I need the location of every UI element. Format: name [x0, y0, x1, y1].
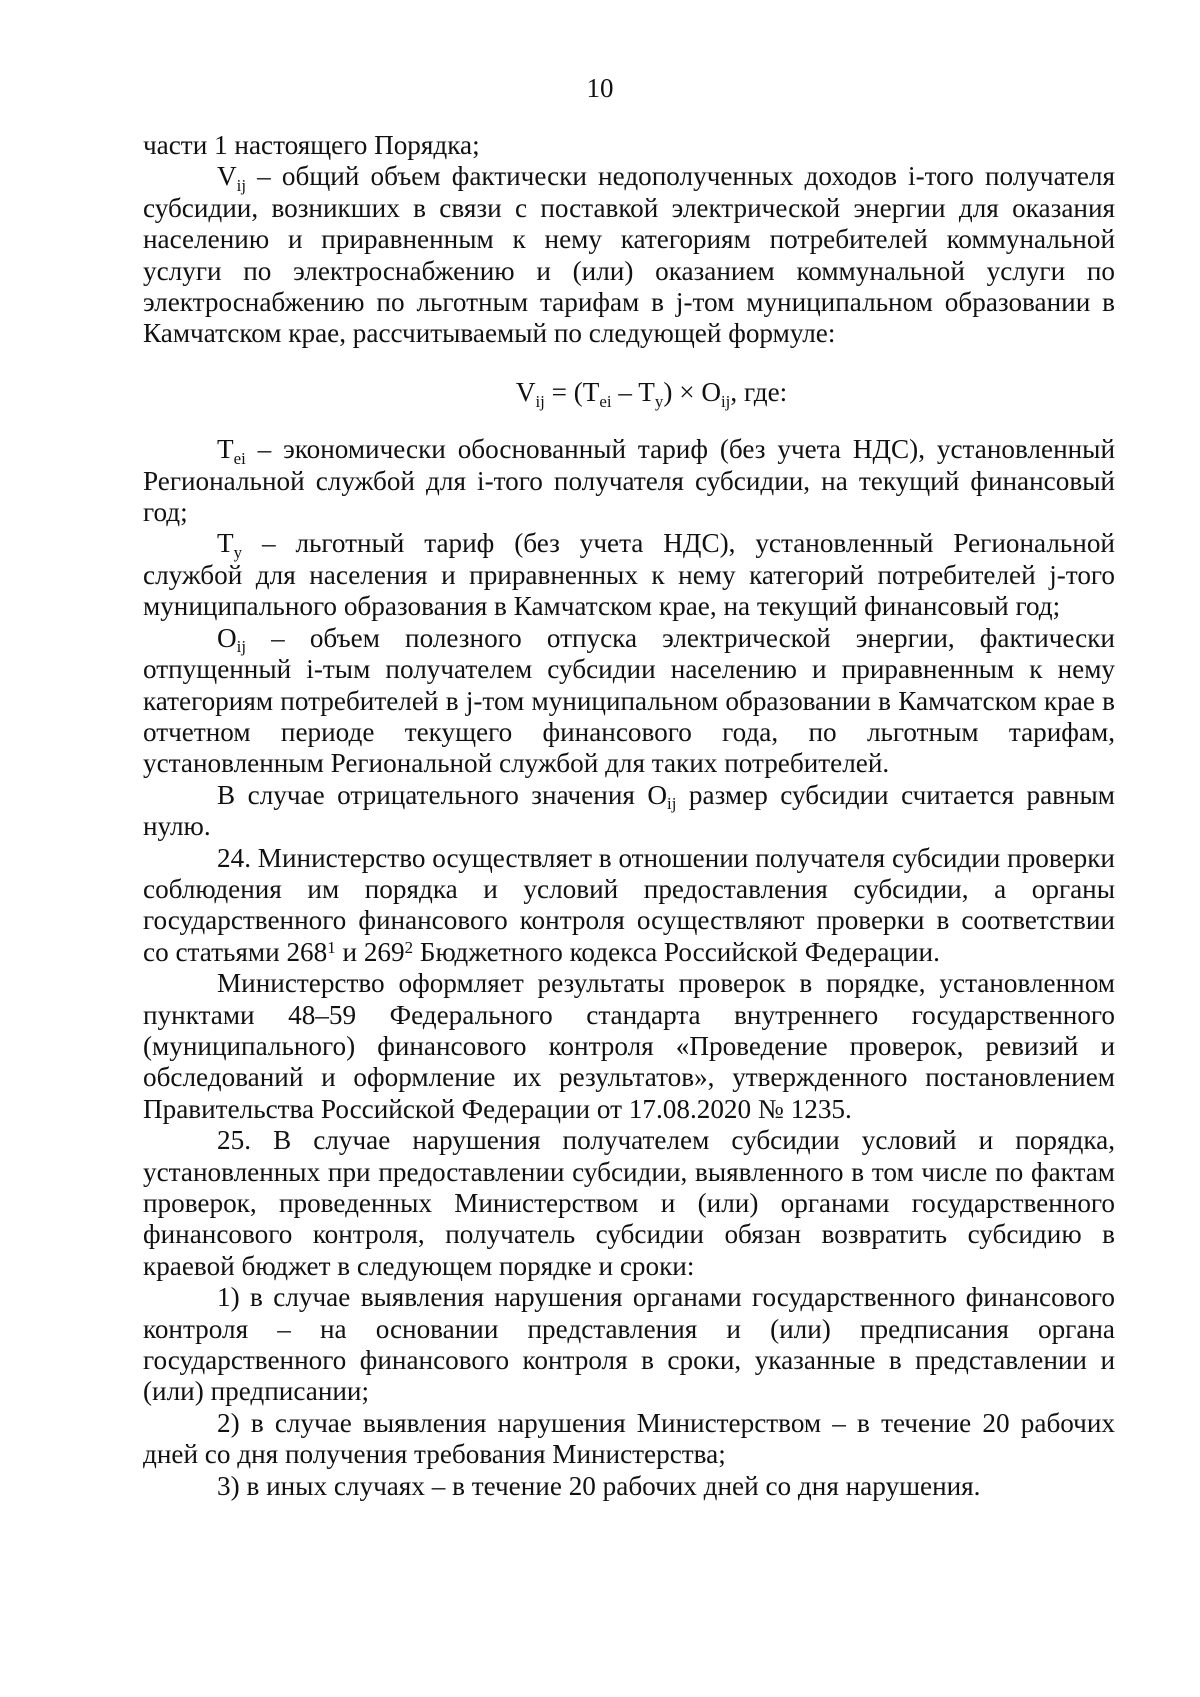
paragraph-inspection-results: Министерство оформляет результаты проверок в порядке, установленном пунктами 48–59 Федерального стандарта внутреннего государственного (муниципального) финансового контроля «Проведение проверок, ревизий и обследований и оформление их результатов», утвержденного постановлением Правительства Российской Федерации от 17.08.2020 № 1235.	[143, 968, 1115, 1124]
list-item-1: 1) в случае выявления нарушения органами государственного финансового контроля – на основании представления и (или) предписания органа государственного финансового контроля в сроки, указанные в представлении и (или) предписании;	[143, 1282, 1115, 1407]
symbol-t: T	[217, 528, 234, 559]
article-superscript: 1	[327, 937, 336, 957]
paragraph-text: – экономически обоснованный тариф (без учета НДС), установленный Региональной службой для i-того получателя субсидии, на текущий финансовый год;	[143, 434, 1115, 528]
symbol-t: T	[217, 434, 234, 465]
article-superscript: 2	[404, 937, 414, 957]
symbol-o: O	[217, 622, 237, 653]
paragraph-text: – общий объем фактически недополученных доходов i-того получателя субсидии, возникших в связи с поставкой электрической энергии для оказания населению и приравненным к нему категориям потребителей коммунальной услуги по электроснабжению и (или) оказанием коммунальной услуги по электроснабжению по льготным тарифам в j-том муниципальном образовании в Камчатском крае, рассчитываемый по следующей формуле:	[143, 161, 1115, 349]
formula-tail: , где:	[730, 376, 788, 407]
paragraph-text: – объем полезного отпуска электрической энергии, фактически отпущенный i-тым получателем субсидии населению и приравненным к нему категориям потребителей в j-том муниципальном образовании в Камчатском крае в отчетном периоде текущего финансового года, по льготным тарифам, установленным Региональной службой для таких потребителей.	[143, 622, 1115, 779]
formula-minus: – T	[611, 376, 655, 407]
paragraph-tei-definition	[143, 434, 1115, 528]
paragraph-vij-definition	[143, 161, 1115, 349]
formula-o-subscript: ij	[720, 391, 731, 411]
paragraph-item-24	[143, 843, 1115, 969]
paragraph-text: 24. Министерство осуществляет в отношении получателя субсидии проверки соблюдения им порядка и условий предоставления субсидии, а органы государственного финансового контроля осуществляют проверки в соответствии со статьями 268	[143, 842, 1115, 967]
symbol-subscript: y	[233, 543, 243, 563]
page-number: 10	[586, 73, 614, 103]
formula-v: V	[515, 376, 536, 407]
list-item-3: 3) в иных случаях – в течение 20 рабочих дней со дня нарушения.	[217, 1470, 981, 1501]
paragraph-text: Бюджетного кодекса Российской Федерации.	[413, 936, 940, 967]
paragraph-text: – льготный тариф (без учета НДС), установленный Региональной службой для населения и приравненных к нему категорий потребителей j-того муниципального образования в Камчатском крае, на текущий финансовый год;	[143, 528, 1115, 622]
list-item-2: 2) в случае выявления нарушения Министерством – в течение 20 рабочих дней со дня получения требования Министерства;	[143, 1407, 1115, 1470]
symbol-v: V	[217, 161, 237, 192]
paragraph-negative-value	[143, 780, 1115, 843]
document-body	[143, 130, 1115, 1502]
paragraph-continuation: части 1 настоящего Порядка;	[143, 130, 480, 160]
paragraph-text: В случае отрицательного значения O	[217, 779, 668, 810]
paragraph-item-25: 25. В случае нарушения получателем субсидии условий и порядка, установленных при предоставлении субсидии, выявленного в том числе по фактам проверок, проведенных Министерством и (или) органами государственного финансового контроля, получатель субсидии обязан возвратить субсидию в краевой бюджет в следующем порядке и сроки:	[143, 1125, 1115, 1281]
formula	[188, 376, 1115, 411]
paragraph-text: и 269	[335, 936, 405, 967]
symbol-subscript: ei	[233, 448, 246, 468]
formula-t2-subscript: y	[654, 391, 664, 411]
symbol-subscript: ij	[236, 637, 247, 657]
paragraph-ty-definition	[143, 528, 1115, 622]
paragraph-text: размер субсидии считается равным нулю.	[143, 779, 1115, 842]
symbol-subscript: ij	[667, 794, 677, 814]
formula-v-subscript: ij	[535, 391, 545, 411]
formula-t1-subscript: ei	[599, 391, 612, 411]
formula-equals: = (T	[544, 376, 600, 407]
symbol-subscript: ij	[236, 176, 247, 196]
formula-times: ) × O	[663, 376, 721, 407]
paragraph-oij-definition	[143, 623, 1115, 780]
